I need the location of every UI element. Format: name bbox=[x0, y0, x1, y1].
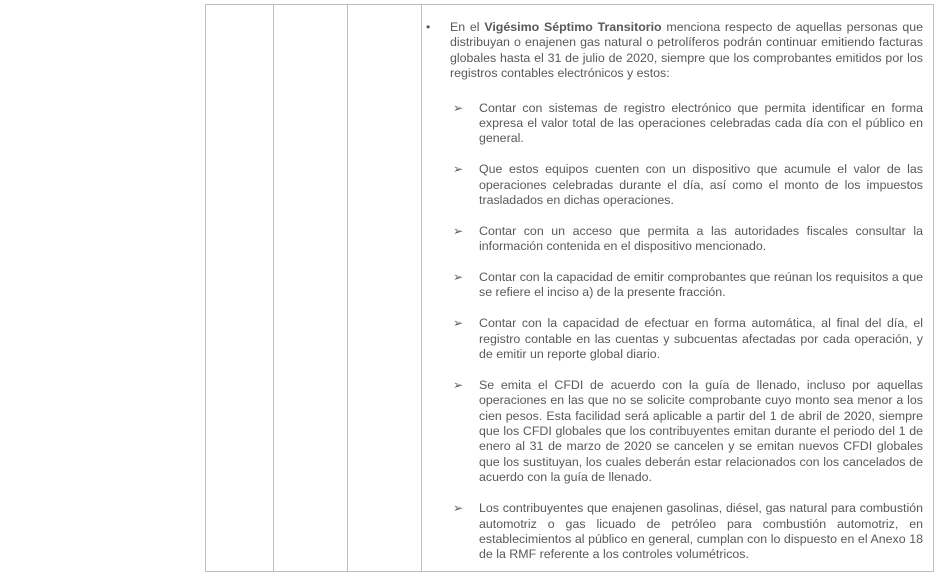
bullet-icon: • bbox=[426, 20, 431, 34]
arrow-bullet-icon: ➢ bbox=[453, 100, 464, 115]
list-item-text: Contar con sistemas de registro electrónico que permita identificar en forma expresa el valor total de las operaciones celebradas cada día con el público en general. bbox=[479, 100, 923, 146]
arrow-bullet-icon: ➢ bbox=[453, 377, 464, 392]
intro-paragraph bbox=[423, 20, 923, 82]
column-divider bbox=[347, 5, 348, 571]
arrow-bullet-icon: ➢ bbox=[453, 316, 464, 331]
list-item-text: Los contribuyentes que enajenen gasolinas, diésel, gas natural para combustión automotriz o gas licuado de petróleo para combustión automotriz, en establecimientos al público en general, cumplan con lo dispuesto en el Anexo 18 de la RMF referente a los controles volumétricos. bbox=[479, 501, 923, 562]
list-item bbox=[423, 378, 923, 486]
list-item bbox=[423, 270, 923, 301]
list-item bbox=[423, 224, 923, 255]
arrow-bullet-icon: ➢ bbox=[453, 162, 464, 177]
list-item bbox=[423, 316, 923, 362]
arrow-bullet-icon: ➢ bbox=[453, 270, 464, 285]
intro-bold: Vigésimo Séptimo Transitorio bbox=[484, 20, 662, 34]
intro-prefix: En el bbox=[450, 20, 485, 34]
list-item-text: Contar con un acceso que permita a las autoridades fiscales consultar la información contenida en el dispositivo mencionado. bbox=[479, 223, 923, 254]
list-item bbox=[423, 162, 923, 208]
document-table bbox=[205, 4, 934, 572]
list-item bbox=[423, 501, 923, 563]
content-cell bbox=[423, 20, 923, 578]
column-divider bbox=[421, 5, 422, 571]
list-item-text: Se emita el CFDI de acuerdo con la guía de llenado, incluso por aquellas operaciones en las que no se solicite comprobante cuyo monto sea menor a los cien pesos. Esta facilidad será aplicable a partir del 1 de abril de 2020, siempre que los CFDI globales que los contribuyentes emitan durante el periodo del 1 de enero al 31 de marzo de 2020 se cancelen y se emitan nuevos CFDI globales que los sustituyan, los cuales deberán estar relacionados con los cancelados de acuerdo con la guía de llenado. bbox=[479, 377, 923, 485]
list-item-text: Que estos equipos cuenten con un dispositivo que acumule el valor de las operaciones celebradas durante el día, así como el monto de los impuestos trasladados en dichas operaciones. bbox=[479, 162, 923, 208]
arrow-bullet-icon: ➢ bbox=[453, 223, 464, 238]
requirement-list bbox=[423, 101, 923, 563]
column-divider bbox=[273, 5, 274, 571]
list-item bbox=[423, 101, 923, 147]
intro-suffix: menciona respecto de aquellas personas que distribuyan o enajenen gas natural o petrolíferos podrán continuar emitiendo facturas globales hasta el 31 de julio de 2020, siempre que los comprobantes emitidos por los registros contables electrónicos y estos: bbox=[450, 20, 924, 81]
arrow-bullet-icon: ➢ bbox=[453, 501, 464, 516]
list-item-text: Contar con la capacidad de efectuar en forma automática, al final del día, el registro contable en las cuentas y subcuentas afectadas por cada operación, y de emitir un reporte global diario. bbox=[479, 316, 923, 362]
list-item-text: Contar con la capacidad de emitir comprobantes que reúnan los requisitos a que se refiere el inciso a) de la presente fracción. bbox=[479, 270, 923, 300]
